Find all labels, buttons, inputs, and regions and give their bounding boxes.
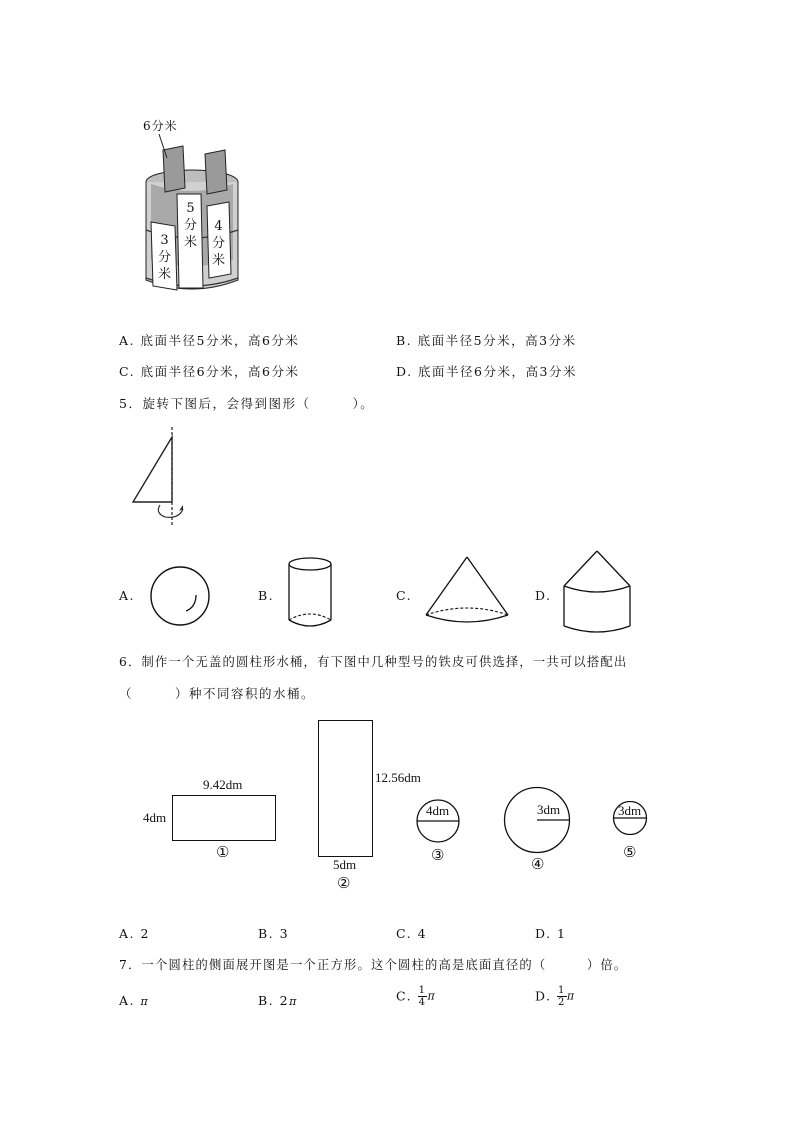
sheet-rect-1	[172, 795, 276, 841]
q6-option-c[interactable]: C. 4	[396, 926, 428, 941]
q4-option-d[interactable]: D. 底面半径6分米，高3分米	[396, 364, 577, 379]
q4-option-b[interactable]: B. 底面半径5分米，高3分米	[396, 333, 577, 348]
q5-option-b-cylinder[interactable]	[285, 556, 337, 636]
rotation-triangle	[125, 425, 195, 530]
pi-symbol: π	[566, 989, 576, 1003]
pi-symbol: π	[140, 995, 150, 1008]
fraction-one-quarter: $\frac{1}{4}$	[418, 985, 427, 1008]
top-strip-label: 6分米	[143, 119, 178, 133]
left-strip-label: 3 分 米	[157, 233, 172, 282]
circle4-label: 3dm	[537, 802, 561, 817]
q5-triangle-figure	[125, 425, 195, 530]
rect1-number: ①	[216, 845, 230, 861]
q7-option-c[interactable]: C. $\frac{1}{4}$ π	[396, 985, 437, 1008]
q4-option-c[interactable]: C. 底面半径6分米，高6分米	[119, 364, 300, 379]
fraction-one-half: $\frac{1}{2}$	[558, 985, 566, 1008]
q6-option-a[interactable]: A. 2	[119, 926, 150, 941]
rect2-height-label: 12.56dm	[375, 770, 421, 785]
pi-symbol: π	[289, 995, 298, 1008]
circle3-number: ③	[431, 848, 445, 864]
q5-stem: 5．旋转下图后，会得到图形（ ）。	[119, 396, 375, 411]
q6-stem-line1: 6．制作一个无盖的圆柱形水桶，有下图中几种型号的铁皮可供选择，一共可以搭配出	[119, 655, 628, 669]
q5-option-b-label[interactable]: B.	[258, 588, 275, 603]
cone-shape	[422, 555, 512, 627]
q7-option-a[interactable]: A. π	[119, 993, 150, 1008]
rect2-number: ②	[337, 876, 351, 892]
right-strip-label: 4 分 米	[211, 219, 226, 268]
rect1-height-label: 4dm	[143, 810, 167, 825]
sheet-rect-2	[318, 720, 373, 857]
rect2-width-label: 5dm	[333, 857, 357, 872]
sphere-shape	[148, 565, 214, 629]
rect1-width-label: 9.42dm	[203, 777, 243, 792]
q5-option-a-sphere[interactable]	[148, 565, 214, 633]
q5-option-d-cone-cylinder[interactable]	[561, 548, 633, 642]
q7-stem: 7．一个圆柱的侧面展开图是一个正方形。这个圆柱的高是底面直径的（ ）倍。	[119, 958, 628, 972]
pi-symbol: π	[427, 989, 437, 1003]
q5-option-a-label[interactable]: A.	[119, 588, 136, 603]
sheet-circle-4	[503, 786, 571, 854]
circle3-label: 4dm	[426, 803, 450, 818]
circle5-number: ⑤	[623, 845, 637, 861]
q7-option-b[interactable]: B. 2π	[258, 993, 298, 1008]
q6-option-d[interactable]: D. 1	[535, 926, 567, 941]
q6-option-b[interactable]: B. 3	[258, 926, 290, 941]
q5-option-c-cone[interactable]	[422, 555, 512, 631]
q6-stem-line2: （ ）种不同容积的水桶。	[119, 686, 316, 701]
q4-option-a[interactable]: A. 底面半径5分米，高6分米	[119, 333, 300, 348]
bucket-figure	[135, 110, 255, 310]
circle4-number: ④	[531, 857, 545, 873]
circle5-label: 3dm	[618, 803, 642, 818]
cone-on-cylinder-shape	[561, 548, 633, 638]
middle-strip-label: 5 分 米	[183, 201, 198, 250]
cylinder-shape	[285, 556, 337, 632]
q5-option-c-label[interactable]: C.	[396, 588, 413, 603]
q5-option-d-label[interactable]: D.	[535, 588, 552, 603]
q7-option-d[interactable]: D. $\frac{1}{2}$ π	[535, 985, 576, 1008]
